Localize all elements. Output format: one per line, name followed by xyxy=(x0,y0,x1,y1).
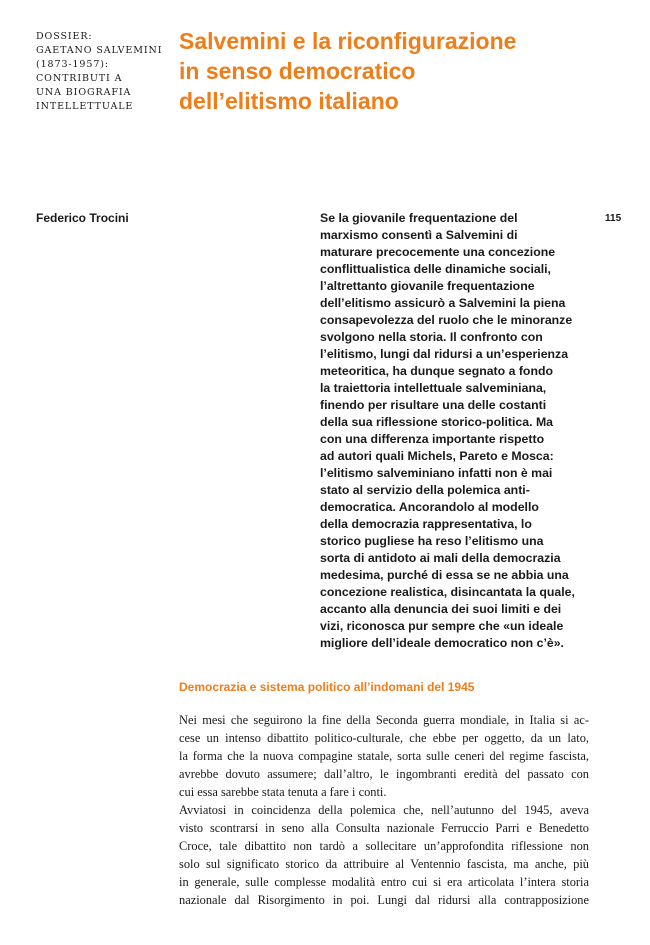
abstract-line: marxismo consentì a Salvemini di xyxy=(320,228,518,242)
abstract-line: consapevolezza del ruolo che le minoranze xyxy=(320,313,573,327)
dossier-line: INTELLETTUALE xyxy=(36,101,134,112)
body-line: cese un intenso dibattito politico-culturale, che ebbe per oggetto, da un lato, xyxy=(179,731,589,745)
abstract-line: vizi, riconosca pur sempre che «un ideale xyxy=(320,619,564,633)
title-line: dell’elitismo italiano xyxy=(179,88,399,114)
section-heading: Democrazia e sistema politico all’indomani del 1945 xyxy=(179,680,475,694)
abstract-line: finendo per risultare una delle costanti xyxy=(320,398,547,412)
author-name: Federico Trocini xyxy=(36,211,129,225)
abstract-line: l’altrettanto giovanile frequentazione xyxy=(320,279,535,293)
dossier-line: DOSSIER: xyxy=(36,31,93,42)
abstract-line: stato al servizio della polemica anti- xyxy=(320,483,530,497)
abstract-line: democratica. Ancorandolo al modello xyxy=(320,500,539,514)
body-line: Avviatosi in coincidenza della polemica che, nell’autunno del 1945, aveva xyxy=(179,803,589,817)
body-line: cui essa sarebbe stata tenuta a fare i conti. xyxy=(179,785,387,799)
dossier-label xyxy=(36,30,166,114)
abstract-line: della democrazia rappresentativa, lo xyxy=(320,517,532,531)
abstract-line: ad autori quali Michels, Pareto e Mosca: xyxy=(320,449,554,463)
abstract-line: dell’elitismo assicurò a Salvemini la piena xyxy=(320,296,566,310)
body-text xyxy=(179,711,589,909)
abstract-line: sorta di antidoto ai mali della democrazia xyxy=(320,551,561,565)
dossier-line: GAETANO SALVEMINI xyxy=(36,45,163,56)
abstract-line: l’elitismo, lungi dal ridursi a un’esperienza xyxy=(320,347,569,361)
body-line: nazionale dal Risorgimento in poi. Lungi dal ridursi alla contrapposizione xyxy=(179,893,589,907)
title-line: Salvemini e la riconfigurazione xyxy=(179,28,517,54)
abstract-line: migliore dell’ideale democratico non c’è». xyxy=(320,636,564,650)
body-line: visto scontrarsi in seno alla Consulta nazionale Ferruccio Parri e Benedetto xyxy=(179,821,589,835)
abstract-line: meteoritica, ha dunque segnato a fondo xyxy=(320,364,553,378)
abstract-line: medesima, purché di essa se ne abbia una xyxy=(320,568,569,582)
abstract-line: maturare precocemente una concezione xyxy=(320,245,556,259)
body-line: avrebbe dovuto assumere; dall’altro, le ingombranti eredità del passato con xyxy=(179,767,589,781)
abstract-line: con una differenza importante rispetto xyxy=(320,432,545,446)
abstract-line: storico pugliese ha reso l’elitismo una xyxy=(320,534,544,548)
abstract-line: Se la giovanile frequentazione del xyxy=(320,211,518,225)
abstract-line: concezione realistica, disincantata la quale, xyxy=(320,585,575,599)
body-line: Nei mesi che seguirono la fine della Seconda guerra mondiale, in Italia si ac- xyxy=(179,713,589,727)
abstract-line: l’elitismo salveminiano infatti non è mai xyxy=(320,466,553,480)
body-line: la forma che la nuova compagine statale, sorta sulle ceneri del regime fascista, xyxy=(179,749,589,763)
title-line: in senso democratico xyxy=(179,58,416,84)
abstract xyxy=(320,210,615,652)
abstract-line: della sua riflessione storico-politica. Ma xyxy=(320,415,554,429)
dossier-line: UNA BIOGRAFIA xyxy=(36,87,132,98)
abstract-line: la traiettoria intellettuale salveminiana, xyxy=(320,381,547,395)
abstract-line: svolgono nella storia. Il confronto con xyxy=(320,330,543,344)
article-title xyxy=(179,26,619,116)
abstract-line: conflittualistica delle dinamiche sociali, xyxy=(320,262,551,276)
abstract-line: accanto alla denuncia dei suoi limiti e dei xyxy=(320,602,562,616)
dossier-line: (1873-1957): xyxy=(36,59,109,70)
body-line: Croce, tale dibattito non tardò a sollecitare un’approfondita riflessione non xyxy=(179,839,589,853)
page-number: 115 xyxy=(605,213,622,224)
body-line: solo sul significato storico da attribuire al Ventennio fascista, ma anche, più xyxy=(179,857,589,871)
body-line: in generale, sulle complesse modalità entro cui si era articolata l’intera storia xyxy=(179,875,589,889)
dossier-line: CONTRIBUTI A xyxy=(36,73,123,84)
